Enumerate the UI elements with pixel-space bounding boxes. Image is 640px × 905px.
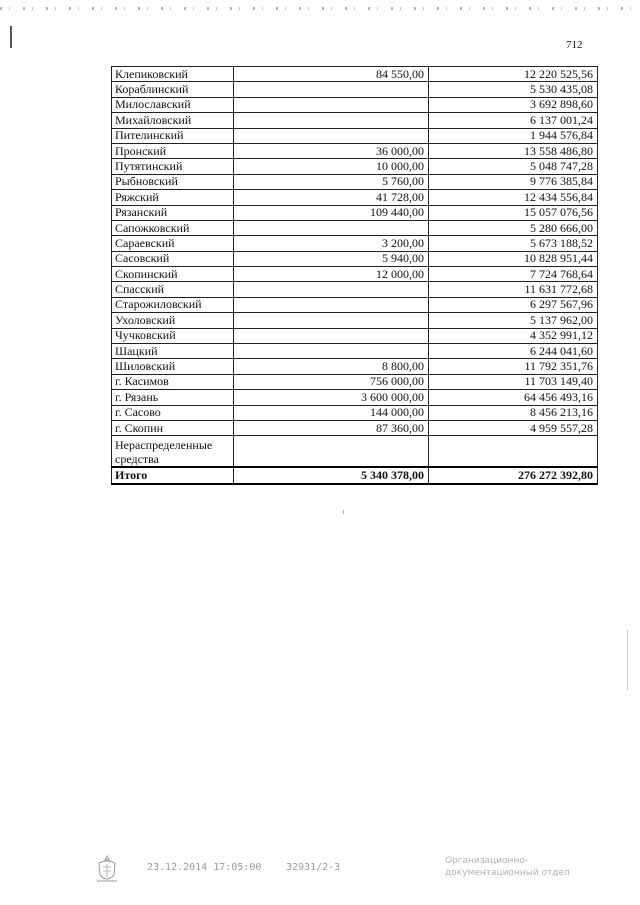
amount-col3: 5 048 747,28 bbox=[429, 159, 598, 174]
amount-col3 bbox=[429, 436, 598, 468]
amount-col3: 12 220 525,56 bbox=[429, 67, 598, 82]
amount-col2 bbox=[234, 436, 429, 468]
amount-col2: 8 800,00 bbox=[234, 359, 429, 374]
amount-col3: 13 558 486,80 bbox=[429, 143, 598, 158]
district-name: Милославский bbox=[112, 97, 234, 112]
table-row bbox=[112, 328, 598, 343]
district-name: Спасский bbox=[112, 282, 234, 297]
table-row bbox=[112, 282, 598, 297]
table-row bbox=[112, 297, 598, 312]
coat-of-arms-icon bbox=[95, 855, 119, 885]
amount-col2: 3 200,00 bbox=[234, 236, 429, 251]
district-name: г. Скопин bbox=[112, 420, 234, 435]
amount-col2 bbox=[234, 297, 429, 312]
district-name: Рязанский bbox=[112, 205, 234, 220]
district-name: Шацкий bbox=[112, 344, 234, 359]
amount-col3: 10 828 951,44 bbox=[429, 251, 598, 266]
amount-col3: 9 776 385,84 bbox=[429, 174, 598, 189]
amount-col2: 36 000,00 bbox=[234, 143, 429, 158]
amount-col3: 4 959 557,28 bbox=[429, 420, 598, 435]
scan-left-mark bbox=[10, 26, 12, 48]
amount-col2: 109 440,00 bbox=[234, 205, 429, 220]
department-stamp bbox=[445, 855, 570, 879]
amount-col3: 12 434 556,84 bbox=[429, 190, 598, 205]
amount-col2 bbox=[234, 82, 429, 97]
district-name: Михайловский bbox=[112, 113, 234, 128]
total-row bbox=[112, 467, 598, 483]
amount-col2 bbox=[234, 220, 429, 235]
district-name: Рыбновский bbox=[112, 174, 234, 189]
table-row bbox=[112, 113, 598, 128]
district-name: Шиловский bbox=[112, 359, 234, 374]
table-row bbox=[112, 313, 598, 328]
total-col2: 5 340 378,00 bbox=[234, 467, 429, 483]
table-row bbox=[112, 97, 598, 112]
amount-col2 bbox=[234, 328, 429, 343]
amount-col3: 3 692 898,60 bbox=[429, 97, 598, 112]
registration-footer bbox=[0, 855, 640, 895]
scan-speck bbox=[343, 510, 344, 514]
amount-col3: 7 724 768,64 bbox=[429, 267, 598, 282]
amount-col2: 5 940,00 bbox=[234, 251, 429, 266]
district-name: Пронский bbox=[112, 143, 234, 158]
amount-col2: 5 760,00 bbox=[234, 174, 429, 189]
total-label: Итого bbox=[112, 467, 234, 483]
amount-col2 bbox=[234, 282, 429, 297]
amount-col2 bbox=[234, 128, 429, 143]
amount-col3: 64 456 493,16 bbox=[429, 390, 598, 405]
amount-col3: 5 530 435,08 bbox=[429, 82, 598, 97]
amount-col2: 3 600 000,00 bbox=[234, 390, 429, 405]
amount-col2: 41 728,00 bbox=[234, 190, 429, 205]
table-row bbox=[112, 159, 598, 174]
total-col3: 276 272 392,80 bbox=[429, 467, 598, 483]
amount-col3: 15 057 076,56 bbox=[429, 205, 598, 220]
table-row bbox=[112, 390, 598, 405]
district-name: Сараевский bbox=[112, 236, 234, 251]
district-name: Кораблинский bbox=[112, 82, 234, 97]
amount-col2: 12 000,00 bbox=[234, 267, 429, 282]
table-row bbox=[112, 220, 598, 235]
amount-col3: 6 137 001,24 bbox=[429, 113, 598, 128]
stamp-line-2: документационный отдел bbox=[445, 868, 570, 878]
amount-col3: 11 792 351,76 bbox=[429, 359, 598, 374]
amount-col2 bbox=[234, 344, 429, 359]
registration-timestamp: 23.12.2014 17:05:00 bbox=[147, 862, 262, 873]
district-name: Сапожковский bbox=[112, 220, 234, 235]
amount-col3: 5 673 188,52 bbox=[429, 236, 598, 251]
district-name: Сасовский bbox=[112, 251, 234, 266]
amount-col2 bbox=[234, 97, 429, 112]
amount-col3: 4 352 991,12 bbox=[429, 328, 598, 343]
table-row bbox=[112, 143, 598, 158]
table-row bbox=[112, 128, 598, 143]
table-row bbox=[112, 236, 598, 251]
district-name: Ряжский bbox=[112, 190, 234, 205]
page-number: 712 bbox=[566, 39, 583, 51]
district-name: г. Касимов bbox=[112, 374, 234, 389]
amount-col3: 8 456 213,16 bbox=[429, 405, 598, 420]
district-name: Пителинский bbox=[112, 128, 234, 143]
document-code: 32931/2-3 bbox=[286, 862, 341, 873]
district-name: Старожиловский bbox=[112, 297, 234, 312]
district-name: Чучковский bbox=[112, 328, 234, 343]
unallocated-label: Нераспределенные средства bbox=[112, 436, 234, 468]
budget-table bbox=[111, 66, 598, 485]
district-name: г. Рязань bbox=[112, 390, 234, 405]
amount-col2 bbox=[234, 113, 429, 128]
table-row bbox=[112, 374, 598, 389]
table-row bbox=[112, 359, 598, 374]
stamp-line-1: Организационно- bbox=[445, 856, 529, 866]
table-row bbox=[112, 67, 598, 82]
amount-col3: 1 944 576,84 bbox=[429, 128, 598, 143]
amount-col2: 756 000,00 bbox=[234, 374, 429, 389]
scan-top-edge bbox=[0, 7, 640, 10]
table-row bbox=[112, 205, 598, 220]
table-row bbox=[112, 174, 598, 189]
table-row bbox=[112, 344, 598, 359]
table-row bbox=[112, 405, 598, 420]
district-name: Путятинский bbox=[112, 159, 234, 174]
district-name: Скопинский bbox=[112, 267, 234, 282]
amount-col2 bbox=[234, 313, 429, 328]
amount-col2: 10 000,00 bbox=[234, 159, 429, 174]
amount-col3: 5 137 962,00 bbox=[429, 313, 598, 328]
district-name: Ухоловский bbox=[112, 313, 234, 328]
table-row bbox=[112, 82, 598, 97]
amount-col3: 5 280 666,00 bbox=[429, 220, 598, 235]
scan-streak bbox=[627, 630, 628, 690]
district-name: г. Сасово bbox=[112, 405, 234, 420]
table-row bbox=[112, 190, 598, 205]
district-name: Клепиковский bbox=[112, 67, 234, 82]
amount-col3: 6 244 041,60 bbox=[429, 344, 598, 359]
amount-col3: 6 297 567,96 bbox=[429, 297, 598, 312]
table-row bbox=[112, 267, 598, 282]
amount-col2: 87 360,00 bbox=[234, 420, 429, 435]
amount-col3: 11 631 772,68 bbox=[429, 282, 598, 297]
amount-col3: 11 703 149,40 bbox=[429, 374, 598, 389]
amount-col2: 84 550,00 bbox=[234, 67, 429, 82]
amount-col2: 144 000,00 bbox=[234, 405, 429, 420]
table-body bbox=[112, 67, 598, 484]
table-row bbox=[112, 420, 598, 435]
unallocated-row bbox=[112, 436, 598, 468]
table-row bbox=[112, 251, 598, 266]
